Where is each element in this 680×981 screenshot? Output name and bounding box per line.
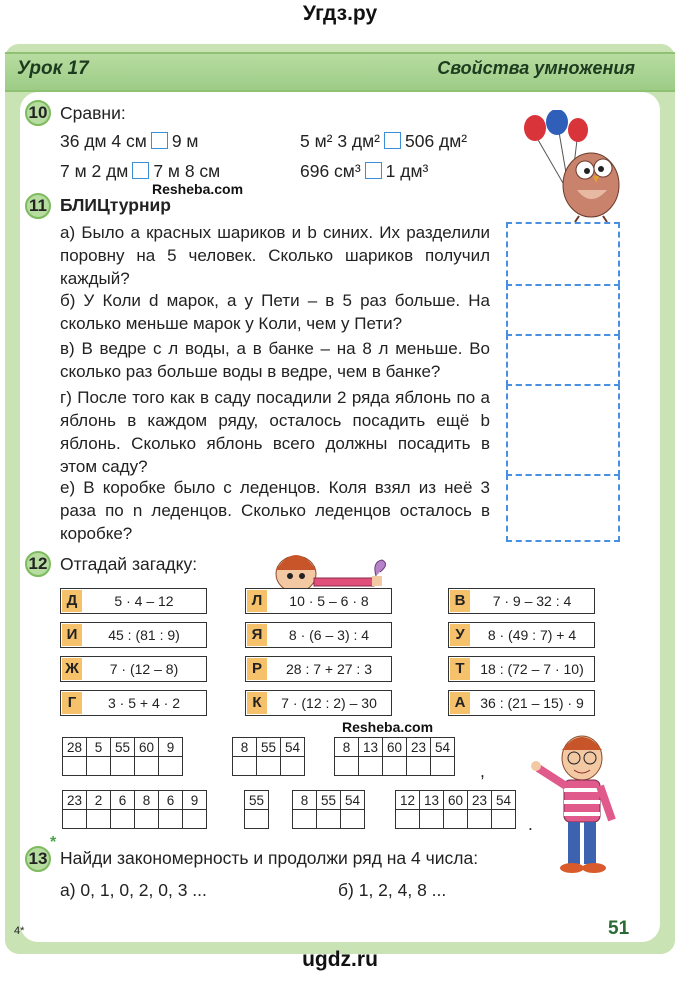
compare-left-1: 36 дм 4 см 9 м (60, 131, 199, 151)
watermark-2: Resheba.com (342, 719, 434, 735)
page-number: 51 (608, 918, 630, 939)
code-card: Д 5 · 4 – 12 (60, 588, 207, 614)
sequence-a: а) 0, 1, 0, 2, 0, 3 ... (60, 880, 207, 900)
answer-word-grid: 28 5 55 60 9 (62, 737, 183, 776)
star-mark: * (50, 834, 57, 851)
task-12-title: Отгадай загадку: (60, 554, 198, 574)
compare-box[interactable] (151, 132, 168, 149)
period: . (528, 814, 533, 834)
compare-left-2: 7 м 2 дм 7 м 8 см (60, 161, 221, 181)
code-card: Ж 7 · (12 – 8) (60, 656, 207, 682)
blitz-item-b: б) У Коли d марок, а у Пети – в 5 раз больше. На сколько меньше марок у Коли, чем у Пети? (60, 291, 490, 333)
task-10-number: 10 (25, 100, 51, 126)
footnote: 4* (14, 925, 25, 937)
task-13-title: Найди закономерность и продолжи ряд на 4 числа: (60, 848, 479, 868)
answer-box-b[interactable] (506, 284, 620, 336)
answer-box-e[interactable] (506, 474, 620, 542)
boy-standing-illustration (530, 730, 630, 880)
answer-word-grid: 23 2 6 8 6 9 (62, 790, 207, 829)
comma: , (480, 761, 485, 781)
task-11-number: 11 (25, 193, 51, 219)
sequence-b: б) 1, 2, 4, 8 ... (338, 880, 447, 900)
lesson-topic: Свойства умножения (437, 58, 635, 78)
watermark-1: Resheba.com (152, 181, 244, 197)
code-card: Т 18 : (72 – 7 · 10) (448, 656, 595, 682)
code-card: К 7 · (12 : 2) – 30 (245, 690, 392, 716)
compare-box[interactable] (384, 132, 401, 149)
compare-right-1: 5 м² 3 дм² 506 дм² (300, 131, 468, 151)
answer-box-a[interactable] (506, 222, 620, 286)
answer-box-g[interactable] (506, 384, 620, 476)
answer-word-grid: 8 55 54 (292, 790, 365, 829)
task-12-number: 12 (25, 551, 51, 577)
code-card: В 7 · 9 – 32 : 4 (448, 588, 595, 614)
task-11-title: БЛИЦтурнир (60, 195, 171, 215)
compare-right-2: 696 см³ 1 дм³ (300, 161, 429, 181)
code-card: Я 8 · (6 – 3) : 4 (245, 622, 392, 648)
compare-box[interactable] (132, 162, 149, 179)
task-13-number: 13 (25, 846, 51, 872)
answer-word-grid: 8 55 54 (232, 737, 305, 776)
lesson-number: Урок 17 (17, 58, 89, 79)
code-card: Р 28 : 7 + 27 : 3 (245, 656, 392, 682)
site-watermark-bottom: ugdz.ru (302, 948, 378, 971)
blitz-item-v: в) В ведре c л воды, а в банке – на 8 л меньше. Во сколько раз больше воды в ведре, чем в банке? (60, 339, 490, 381)
boy-peeking-illustration (268, 548, 398, 588)
compare-box[interactable] (365, 162, 382, 179)
answer-word-grid: 55 (244, 790, 269, 829)
code-card: У 8 · (49 : 7) + 4 (448, 622, 595, 648)
answer-box-v[interactable] (506, 334, 620, 386)
code-card: И 45 : (81 : 9) (60, 622, 207, 648)
blitz-item-a: а) Было a красных шариков и b синих. Их разделили поровну на 5 человек. Сколько шариков получил каждый? (60, 223, 490, 288)
blitz-item-g: г) После того как в саду посадили 2 ряда яблонь по a яблонь в каждом ряду, осталось посадить ещё b яблонь. Сколько яблонь всего должны посадить в этом саду? (60, 388, 490, 476)
code-card: А 36 : (21 – 15) · 9 (448, 690, 595, 716)
answer-word-grid: 8 13 60 23 54 (334, 737, 455, 776)
code-card: Г 3 · 5 + 4 · 2 (60, 690, 207, 716)
task-10-title: Сравни: (60, 103, 126, 123)
code-card: Л 10 · 5 – 6 · 8 (245, 588, 392, 614)
blitz-item-e: е) В коробке было c леденцов. Коля взял из неё 3 раза по n леденцов. Сколько леденцов осталось в коробке? (60, 478, 490, 543)
owl-balloons-illustration (515, 110, 635, 225)
answer-word-grid: 12 13 60 23 54 (395, 790, 516, 829)
site-watermark-top: Угдз.ру (302, 2, 378, 25)
